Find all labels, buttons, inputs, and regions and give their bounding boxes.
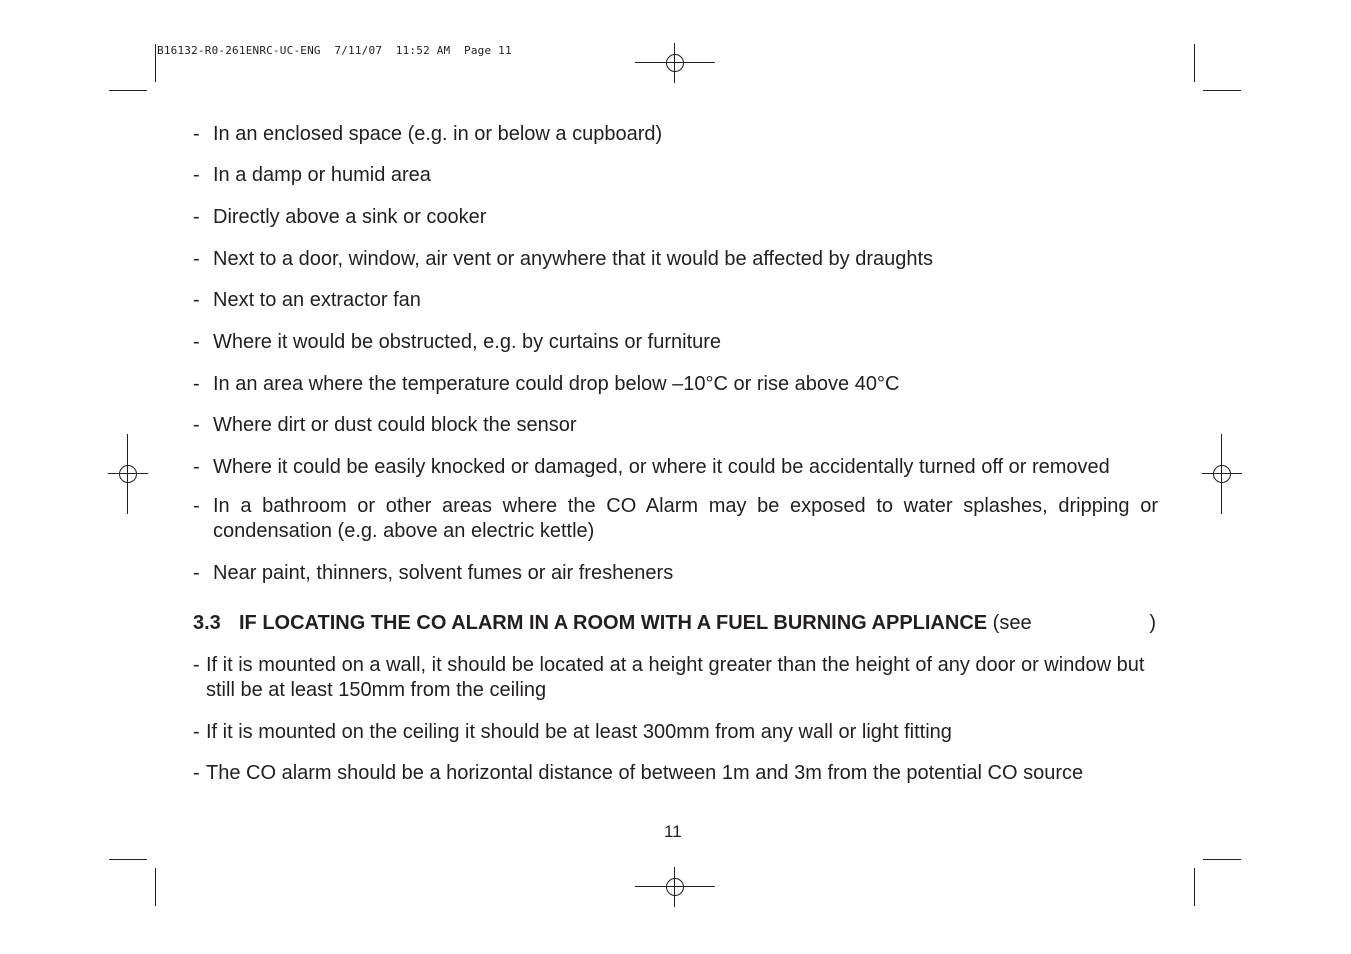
list-item-text: Where dirt or dust could block the sensor [213, 414, 577, 436]
bullet-dash: - [193, 721, 200, 743]
list-item-text: The CO alarm should be a horizontal distance of between 1m and 3m from the potential CO source [206, 762, 1084, 784]
section-title: IF LOCATING THE CO ALARM IN A ROOM WITH A FUEL BURNING APPLIANCE [239, 612, 988, 634]
print-slug: B16132-R0-261ENRC-UC-ENG 7/11/07 11:52 AM Page 11 [157, 44, 512, 57]
bullet-dash: - [193, 414, 200, 436]
list-item [193, 372, 1158, 397]
bullet-dash: - [193, 331, 200, 353]
list-item [193, 561, 1158, 586]
registration-mark-bottom [635, 867, 715, 907]
bullet-dash: - [193, 373, 200, 395]
crop-mark-top-right-horizontal [1203, 90, 1241, 91]
registration-mark-top [635, 43, 715, 83]
bullet-dash: - [193, 495, 200, 517]
list-item-text: Next to an extractor fan [213, 289, 421, 311]
list-item-text: In a damp or humid area [213, 164, 431, 186]
bullet-dash: - [193, 289, 200, 311]
list-item-text: Directly above a sink or cooker [213, 206, 487, 228]
registration-mark-right [1202, 434, 1242, 514]
bullet-dash: - [193, 206, 200, 228]
bullet-dash: - [193, 123, 200, 145]
crop-mark-bottom-right-vertical [1194, 868, 1195, 906]
list-item-text: Next to a door, window, air vent or anywhere that it would be affected by draughts [213, 248, 934, 270]
list-item-text: In an area where the temperature could drop below –10°C or rise above 40°C [213, 373, 900, 395]
list-item [193, 247, 1158, 272]
bullet-dash: - [193, 164, 200, 186]
list-item [193, 413, 1158, 438]
list-item-text: In a bathroom or other areas where the CO Alarm may be exposed to water splashes, dripping or condensation (e.g. above an electric kettle) [213, 495, 1158, 542]
bullet-dash: - [193, 562, 200, 584]
list-item [193, 205, 1158, 230]
page-number: 11 [664, 822, 682, 841]
list-item [193, 163, 1158, 188]
section-number: 3.3 [193, 612, 221, 634]
list-item [193, 653, 1158, 703]
bullet-dash: - [193, 762, 200, 784]
list-item-text: Where it would be obstructed, e.g. by curtains or furniture [213, 331, 722, 353]
bullet-dash: - [193, 654, 200, 676]
crop-mark-bottom-left-horizontal [109, 859, 147, 860]
registration-mark-left [108, 434, 148, 514]
list-item [193, 122, 1158, 147]
crop-mark-top-left-vertical [155, 44, 156, 82]
crop-mark-bottom-right-horizontal [1203, 859, 1241, 860]
section-heading [193, 611, 1158, 636]
list-item [193, 761, 1158, 786]
list-item [193, 288, 1158, 313]
bullet-dash: - [193, 248, 200, 270]
list-item-text: If it is mounted on the ceiling it should be at least 300mm from any wall or light fitting [206, 721, 952, 743]
list-item [193, 720, 1158, 745]
list-item [193, 455, 1158, 480]
list-item [193, 494, 1158, 544]
list-item-text: If it is mounted on a wall, it should be located at a height greater than the height of any door or window but still be at least 150mm from the ceiling [206, 654, 1145, 701]
crop-mark-top-right-vertical [1194, 44, 1195, 82]
list-item-text: Where it could be easily knocked or damaged, or where it could be accidentally turned off or removed [213, 456, 1110, 478]
list-item [193, 330, 1158, 355]
list-item-text: In an enclosed space (e.g. in or below a cupboard) [213, 123, 663, 145]
see-reference-close: ) [1149, 612, 1156, 634]
crop-mark-top-left-horizontal [109, 90, 147, 91]
see-reference-open: (see [992, 612, 1032, 634]
crop-mark-bottom-left-vertical [155, 868, 156, 906]
bullet-dash: - [193, 456, 200, 478]
list-item-text: Near paint, thinners, solvent fumes or air fresheners [213, 562, 674, 584]
